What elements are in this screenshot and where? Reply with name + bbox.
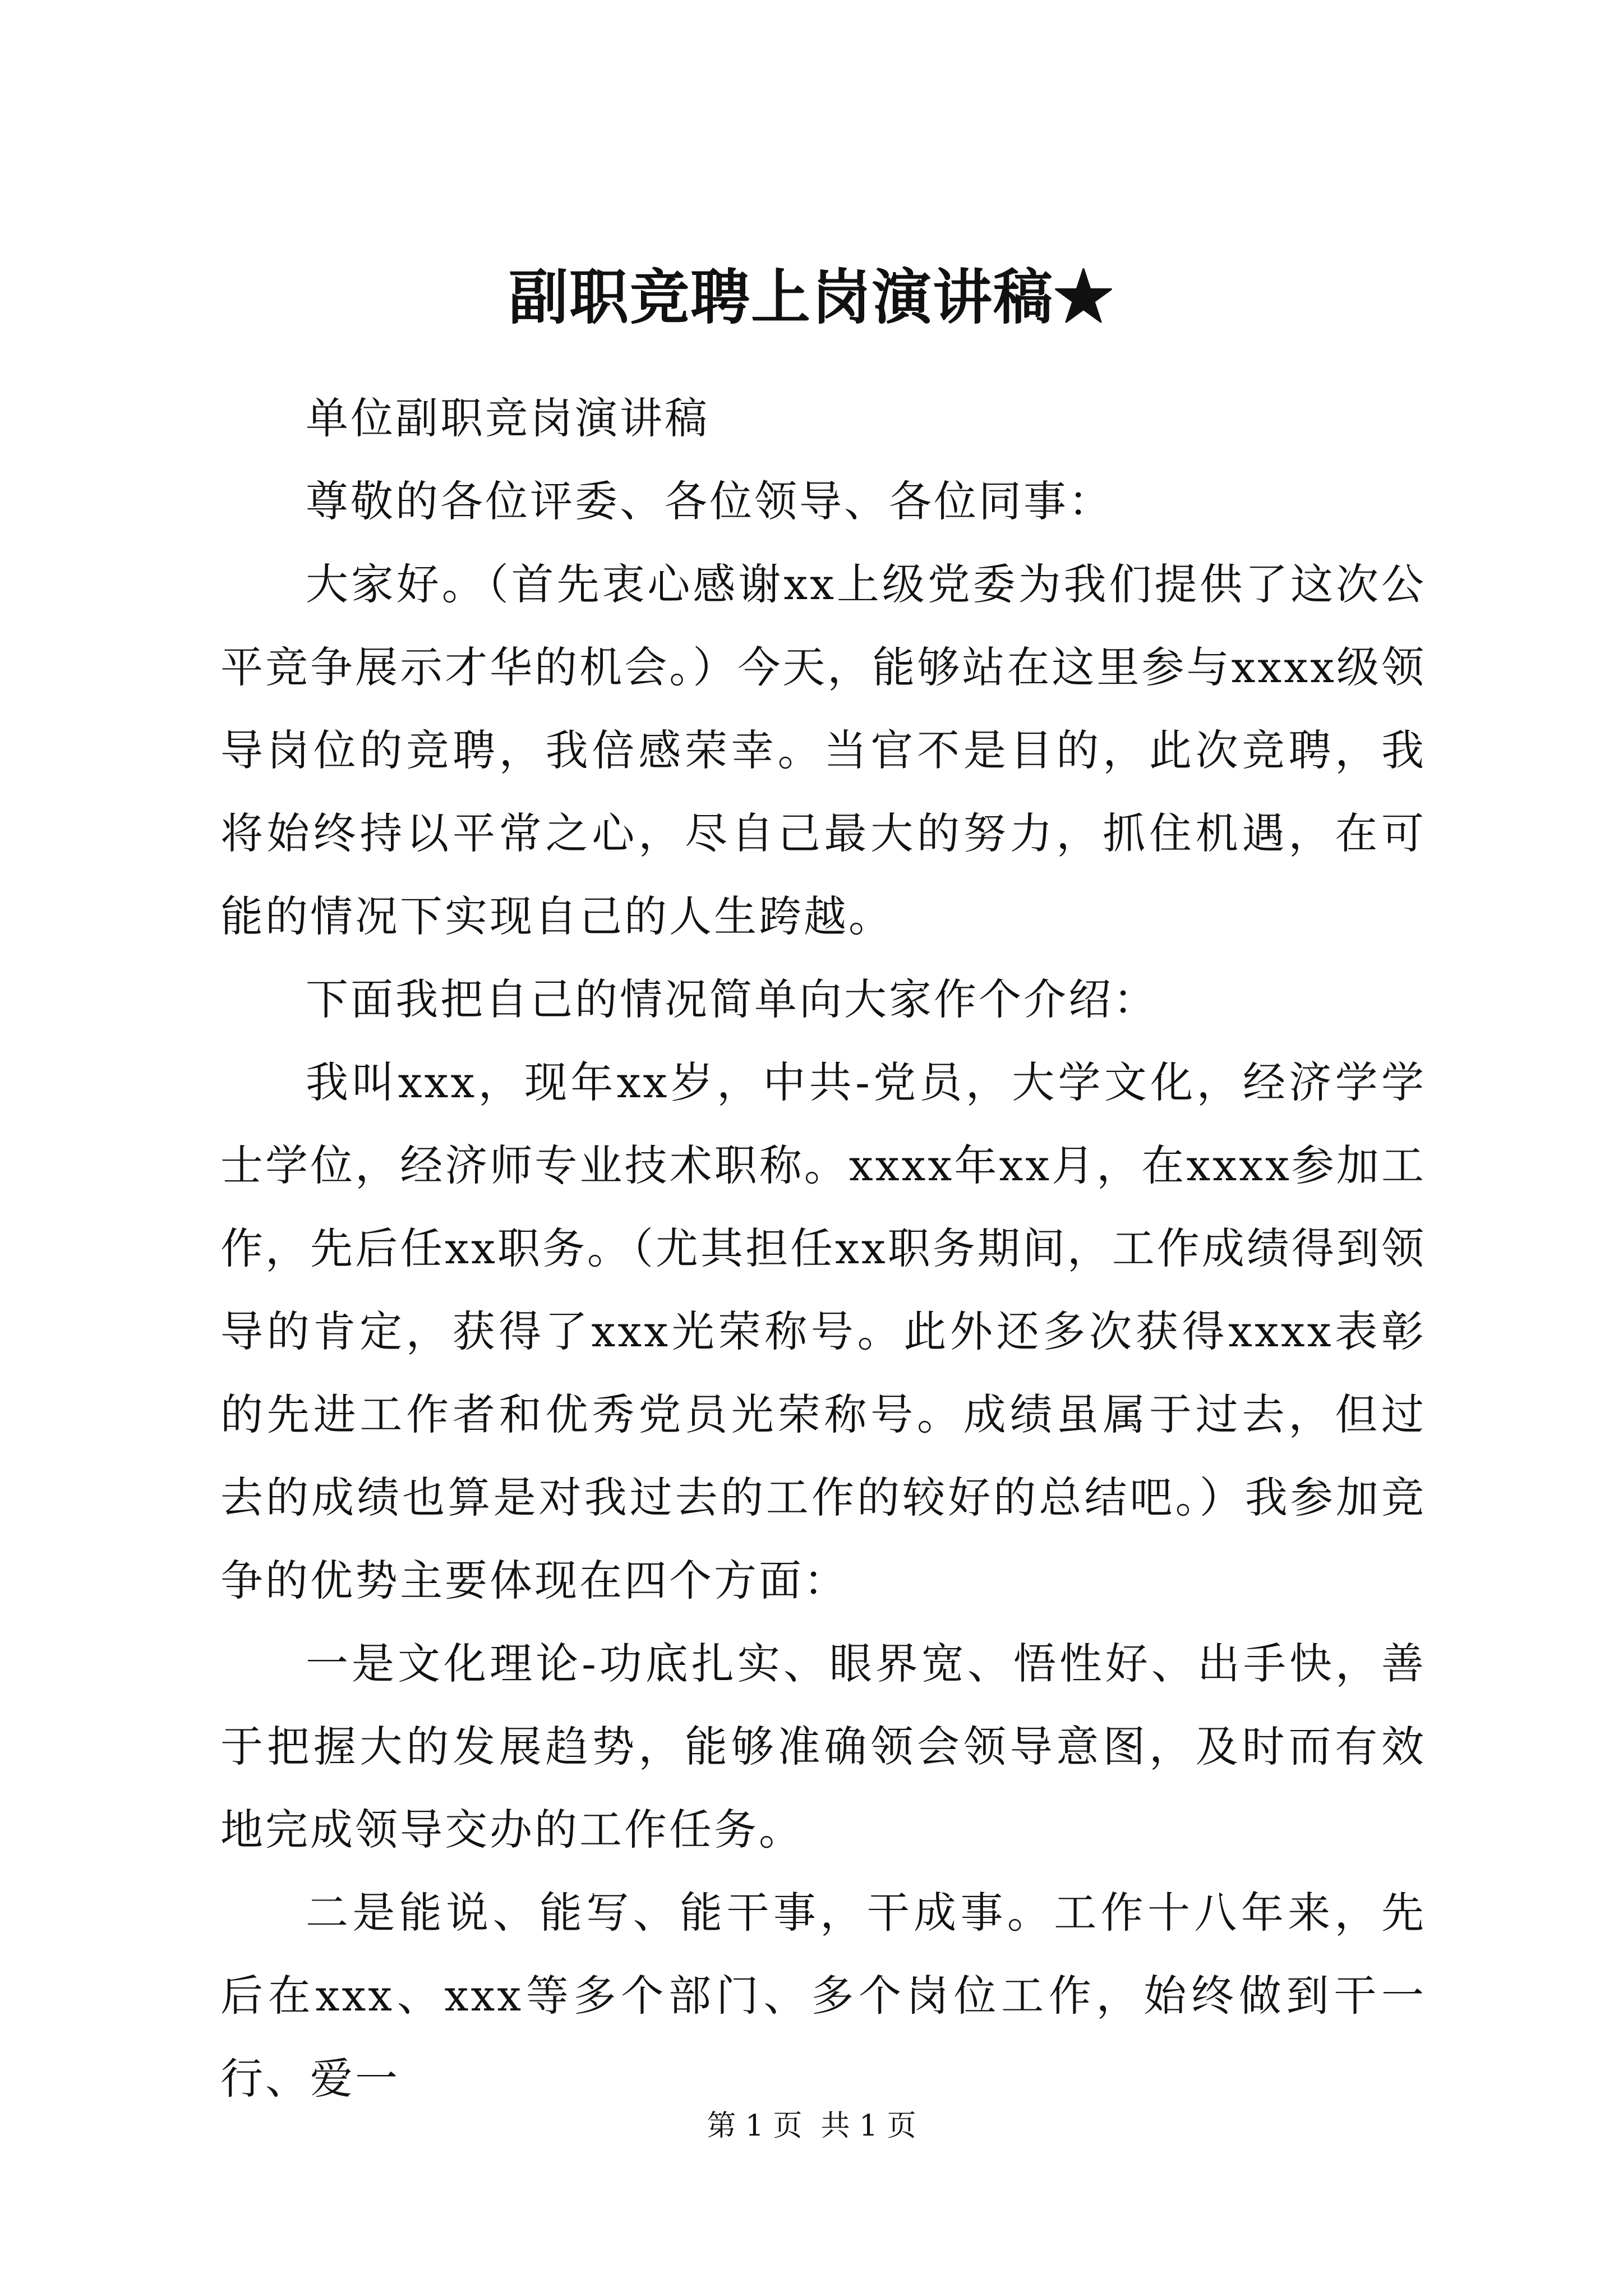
document-body bbox=[220, 377, 1426, 2120]
paragraph-intro: 下面我把自己的情况简单向大家作个介绍： bbox=[306, 974, 1158, 1024]
page-footer bbox=[0, 2106, 1623, 2146]
paragraph-greeting: 大家好。（首先衷心感谢xx上级党委为我们提供了这次公平竞争展示才华的机会。）今天，能够站在这里参与xxxx级领导岗位的竞聘，我倍感荣幸。当官不是目的，此次竞聘，我将始终持以平常之心，尽自己最大的努力，抓住机遇，在可能的情况下实现自己的人生跨越。 bbox=[220, 559, 1426, 941]
paragraph-strength-2: 二是能说、能写、能干事，干成事。工作十八年来，先后在xxx、xxx等多个部门、多个岗位工作，始终做到干一行、爱一 bbox=[220, 1888, 1426, 2104]
paragraph-subtitle: 单位副职竞岗演讲稿 bbox=[306, 393, 709, 443]
paragraph-strength-1: 一是文化理论-功底扎实、眼界宽、悟性好、出手快，善于把握大的发展趋势，能够准确领会领导意图，及时而有效地完成领导交办的工作任务。 bbox=[220, 1639, 1426, 1855]
page-number: 第 1 页 共 1 页 bbox=[707, 2109, 916, 2143]
document-title: 副职竞聘上岗演讲稿★ bbox=[509, 262, 1114, 332]
paragraph-background: 我叫xxx，现年xx岁，中共-党员，大学文化，经济学学士学位，经济师专业技术职称。xxxx年xx月，在xxxx参加工作，先后任xx职务。（尤其担任xx职务期间，工作成绩得到领导的肯定，获得了xxx光荣称号。此外还多次获得xxxx表彰的先进工作者和优秀党员光荣称号。成绩虽属于过去，但过去的成绩也算是对我过去的工作的较好的总结吧。）我参加竞争的优势主要体现在四个方面： bbox=[220, 1057, 1426, 1605]
paragraph-salutation: 尊敬的各位评委、各位领导、各位同事： bbox=[306, 476, 1113, 526]
